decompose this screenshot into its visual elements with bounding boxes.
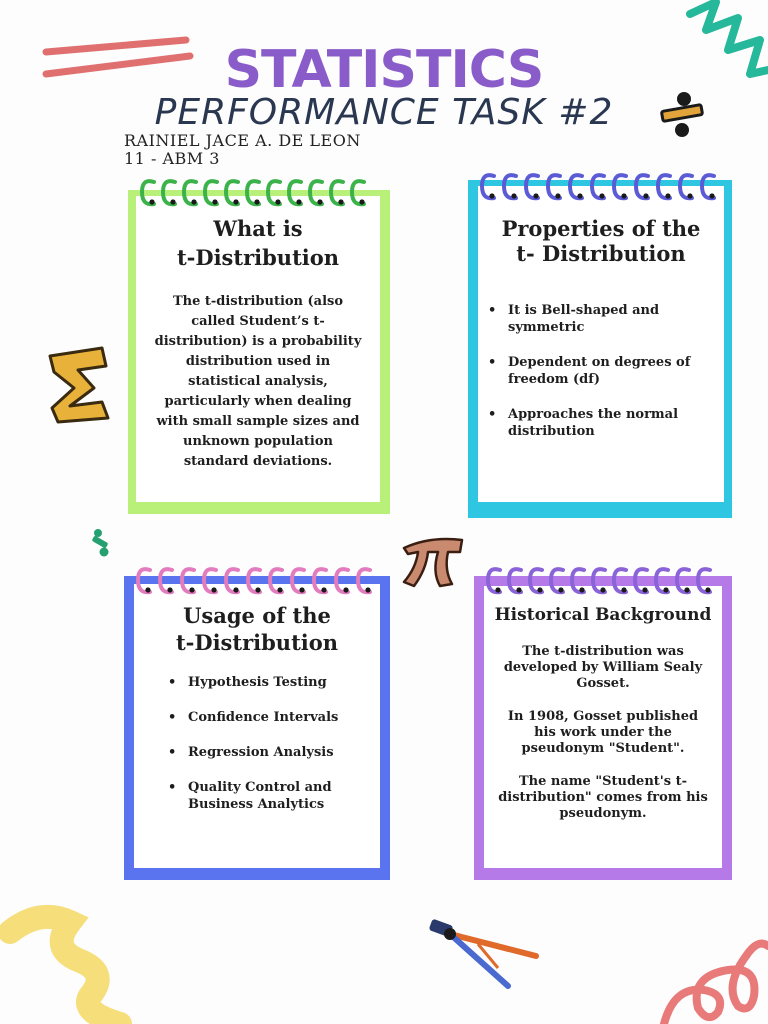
spiral-hole: [687, 193, 692, 198]
history-paragraphs: [498, 644, 708, 822]
history-paragraph: The name "Student's t-distribution" comes from his pseudonym.: [498, 774, 708, 821]
list-item: • Approaches the normal distribution: [484, 406, 712, 440]
sigma-icon: [44, 344, 120, 424]
spiral-hole: [145, 587, 150, 592]
spiral-hole: [321, 587, 326, 592]
spiral-hole: [621, 587, 626, 592]
spiral-hole: [489, 193, 494, 198]
list-item: • Hypothesis Testing: [164, 674, 374, 691]
card-heading: Properties of the t- Distribution: [501, 216, 701, 266]
spiral-hole: [663, 587, 668, 592]
spiral-hole: [537, 587, 542, 592]
spiral-hole: [558, 587, 563, 592]
spiral-hole: [359, 199, 364, 204]
spiral-binding: [132, 562, 378, 602]
spiral-hole: [343, 587, 348, 592]
card-heading: Usage of the t-Distribution: [175, 603, 339, 655]
spiral-hole: [277, 587, 282, 592]
card-what-is: [128, 190, 390, 514]
spiral-hole: [642, 587, 647, 592]
author-block: [124, 132, 361, 168]
spiral-hole: [705, 587, 710, 592]
list-item: • Quality Control and Business Analytics: [164, 779, 374, 813]
spiral-hole: [533, 193, 538, 198]
page-subtitle: PERFORMANCE TASK #2: [154, 92, 614, 133]
spiral-hole: [233, 587, 238, 592]
spiral-hole: [233, 199, 238, 204]
card-body: The t-distribution (also called Student’s t-distribution) is a probability distribution used in statistical analysis, particularly when dealing with small sample sizes and unknown population standard deviations.: [154, 294, 362, 469]
spiral-hole: [255, 587, 260, 592]
spiral-binding: [476, 168, 722, 208]
spiral-hole: [579, 587, 584, 592]
spiral-hole: [495, 587, 500, 592]
spiral-hole: [167, 587, 172, 592]
spiral-hole: [577, 193, 582, 198]
pink-spiral: [654, 916, 768, 1024]
pi-icon: [400, 534, 466, 590]
author-name: RAINIEL JACE A. DE LEON: [124, 131, 361, 150]
spiral-hole: [212, 199, 217, 204]
usage-list: [164, 674, 374, 813]
spiral-hole: [643, 193, 648, 198]
spiral-binding: [482, 562, 722, 602]
spiral-hole: [709, 193, 714, 198]
card-heading: Historical Background: [494, 605, 712, 625]
card-history: [474, 576, 732, 880]
spiral-binding: [136, 174, 376, 214]
list-item: • Regression Analysis: [164, 744, 374, 761]
compass-icon: [428, 916, 540, 992]
spiral-hole: [296, 199, 301, 204]
spiral-hole: [170, 199, 175, 204]
spiral-hole: [365, 587, 370, 592]
spiral-hole: [665, 193, 670, 198]
divide-icon: [660, 90, 704, 138]
list-item: • Dependent on degrees of freedom (df): [484, 354, 712, 388]
history-paragraph: In 1908, Gosset published his work under the pseudonym "Student".: [507, 709, 699, 756]
author-section: 11 - ABM 3: [124, 149, 220, 168]
spiral-hole: [555, 193, 560, 198]
small-divide-icon: [90, 528, 114, 558]
card-heading: What is t-Distribution: [176, 216, 340, 270]
list-item: • It is Bell-shaped and symmetric: [484, 302, 712, 336]
spiral-hole: [275, 199, 280, 204]
spiral-hole: [191, 199, 196, 204]
spiral-hole: [516, 587, 521, 592]
yellow-squiggle: [0, 902, 150, 1024]
spiral-hole: [684, 587, 689, 592]
page-title: STATISTICS: [224, 40, 544, 100]
spiral-hole: [299, 587, 304, 592]
spiral-hole: [621, 193, 626, 198]
spiral-hole: [600, 587, 605, 592]
spiral-hole: [189, 587, 194, 592]
spiral-hole: [149, 199, 154, 204]
spiral-hole: [338, 199, 343, 204]
spiral-hole: [317, 199, 322, 204]
spiral-hole: [254, 199, 259, 204]
history-paragraph: The t-distribution was developed by William Sealy Gosset.: [503, 644, 703, 691]
spiral-hole: [211, 587, 216, 592]
card-properties: [468, 180, 732, 518]
card-usage: [124, 576, 390, 880]
spiral-hole: [511, 193, 516, 198]
properties-list: [484, 302, 712, 440]
list-item: • Confidence Intervals: [164, 709, 374, 726]
spiral-hole: [599, 193, 604, 198]
